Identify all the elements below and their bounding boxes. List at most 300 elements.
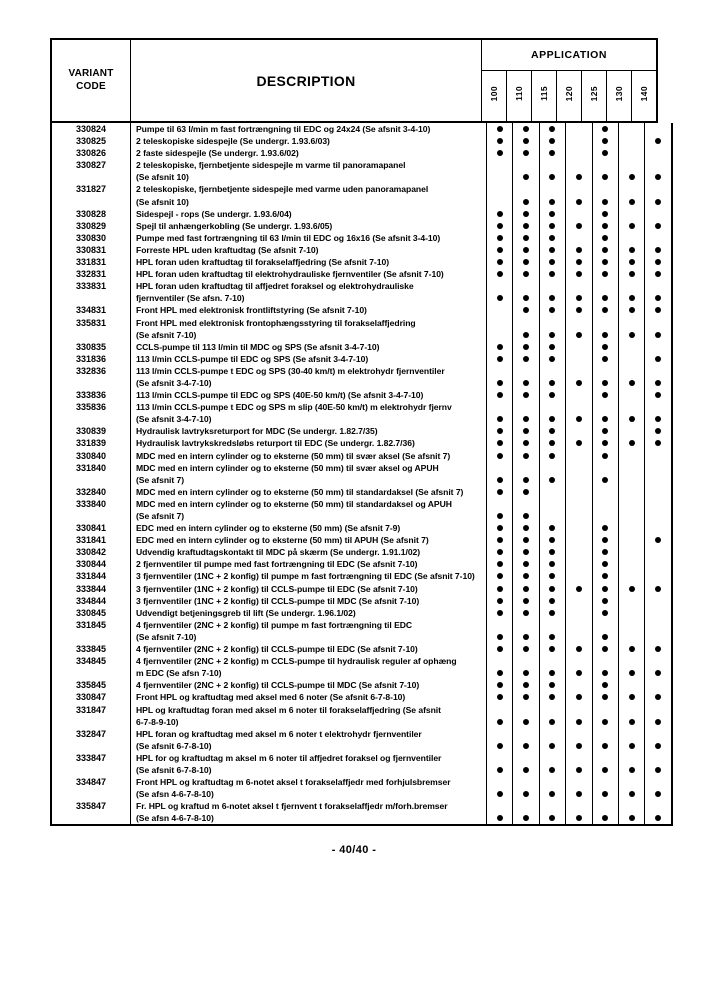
application-marker-115	[539, 183, 565, 207]
application-marker-100	[487, 462, 513, 486]
dot-marker	[576, 416, 582, 422]
dot-marker	[602, 646, 608, 652]
application-marker-110	[513, 643, 539, 655]
header-application-column-label: 115	[538, 86, 549, 101]
application-marker-115	[539, 607, 565, 619]
dot-marker	[549, 428, 555, 434]
application-marker-125	[592, 437, 618, 449]
application-marker-120	[566, 728, 592, 752]
header-application-column-140	[632, 71, 657, 123]
application-marker-130	[618, 147, 644, 159]
description-line-1: 4 fjernventiler (2NC + 2 konfig) til CCLS-pumpe til EDC (Se afsnit 7-10)	[136, 644, 418, 655]
dot-empty	[576, 682, 582, 688]
dot-marker	[523, 271, 529, 277]
table-row	[51, 486, 672, 498]
dot-marker	[602, 380, 608, 386]
application-marker-110	[513, 268, 539, 280]
dot-marker	[602, 670, 608, 676]
application-marker-140	[645, 752, 672, 776]
dot-marker	[497, 295, 503, 301]
dot-empty	[629, 537, 635, 543]
dot-marker	[549, 477, 555, 483]
application-marker-115	[539, 776, 565, 800]
application-marker-120	[566, 607, 592, 619]
application-marker-140	[645, 256, 672, 268]
application-marker-130	[618, 365, 644, 389]
application-marker-130	[618, 522, 644, 534]
application-marker-125	[592, 256, 618, 268]
dot-marker	[655, 199, 661, 205]
application-marker-100	[487, 401, 513, 425]
application-marker-140	[645, 232, 672, 244]
application-marker-140	[645, 437, 672, 449]
dot-marker	[602, 211, 608, 217]
application-marker-120	[566, 425, 592, 437]
table-row	[51, 691, 672, 703]
dot-marker	[549, 307, 555, 313]
dot-empty	[655, 682, 661, 688]
application-marker-100	[487, 341, 513, 353]
dot-marker	[655, 271, 661, 277]
description-cell	[131, 595, 487, 607]
dot-empty	[576, 610, 582, 616]
application-marker-130	[618, 317, 644, 341]
dot-marker	[549, 223, 555, 229]
dot-marker	[576, 174, 582, 180]
dot-marker	[602, 235, 608, 241]
dot-marker	[576, 670, 582, 676]
variant-code-cell: 330830	[51, 232, 131, 244]
table-row	[51, 159, 672, 183]
table-row	[51, 546, 672, 558]
dot-marker	[497, 440, 503, 446]
dot-marker	[655, 586, 661, 592]
application-marker-115	[539, 691, 565, 703]
dot-marker	[655, 670, 661, 676]
dot-marker	[576, 259, 582, 265]
dot-marker	[602, 428, 608, 434]
description-cell	[131, 437, 487, 449]
application-marker-100	[487, 486, 513, 498]
variant-code-cell: 335845	[51, 679, 131, 691]
dot-empty	[576, 344, 582, 350]
header-application-column-label: 130	[614, 85, 625, 102]
table-row	[51, 389, 672, 401]
dot-marker	[549, 344, 555, 350]
dot-marker	[549, 610, 555, 616]
description-cell	[131, 498, 487, 522]
application-marker-125	[592, 498, 618, 522]
application-marker-140	[645, 546, 672, 558]
description-line-1: HPL for og kraftudtag m aksel m 6 noter til affjedret foraksel og fjernventiler	[136, 752, 442, 763]
application-marker-140	[645, 643, 672, 655]
header-application-column-label: 120	[563, 85, 574, 102]
description-cell	[131, 135, 487, 147]
dot-marker	[497, 537, 503, 543]
table-body-wrapper	[50, 123, 658, 826]
application-marker-110	[513, 570, 539, 582]
dot-marker	[549, 416, 555, 422]
application-marker-115	[539, 570, 565, 582]
application-marker-140	[645, 220, 672, 232]
application-marker-120	[566, 244, 592, 256]
dot-marker	[655, 428, 661, 434]
application-marker-130	[618, 437, 644, 449]
application-marker-110	[513, 752, 539, 776]
description-line-1: HPL foran uden kraftudtag til affjedret foraksel og elektrohydrauliske	[136, 281, 414, 292]
application-marker-110	[513, 595, 539, 607]
application-marker-130	[618, 752, 644, 776]
description-cell	[131, 691, 487, 703]
variant-code-cell: 333844	[51, 583, 131, 595]
application-marker-140	[645, 583, 672, 595]
application-marker-125	[592, 607, 618, 619]
variant-code-cell: 330829	[51, 220, 131, 232]
description-cell	[131, 522, 487, 534]
application-marker-110	[513, 450, 539, 462]
dot-marker	[602, 392, 608, 398]
header-variant-code-line2: CODE	[76, 80, 106, 92]
application-marker-100	[487, 752, 513, 776]
dot-marker	[549, 791, 555, 797]
variant-code-cell: 330842	[51, 546, 131, 558]
dot-empty	[629, 392, 635, 398]
dot-empty	[655, 598, 661, 604]
dot-marker	[655, 646, 661, 652]
dot-marker	[602, 332, 608, 338]
description-cell	[131, 183, 487, 207]
dot-marker	[549, 392, 555, 398]
dot-marker	[549, 815, 555, 821]
application-marker-130	[618, 183, 644, 207]
dot-marker	[576, 586, 582, 592]
table-row	[51, 570, 672, 582]
application-marker-125	[592, 595, 618, 607]
dot-marker	[497, 453, 503, 459]
application-marker-115	[539, 208, 565, 220]
dot-marker	[629, 646, 635, 652]
application-marker-120	[566, 643, 592, 655]
dot-marker	[655, 138, 661, 144]
application-marker-110	[513, 534, 539, 546]
application-marker-120	[566, 256, 592, 268]
application-marker-110	[513, 679, 539, 691]
table-row	[51, 619, 672, 643]
application-marker-130	[618, 450, 644, 462]
description-cell	[131, 147, 487, 159]
variant-code-cell: 331827	[51, 183, 131, 207]
application-marker-100	[487, 728, 513, 752]
dot-marker	[497, 634, 503, 640]
description-cell	[131, 268, 487, 280]
application-marker-110	[513, 353, 539, 365]
variant-code-cell: 331844	[51, 570, 131, 582]
dot-marker	[576, 247, 582, 253]
application-marker-115	[539, 619, 565, 643]
application-marker-115	[539, 304, 565, 316]
application-marker-100	[487, 522, 513, 534]
dot-empty	[655, 561, 661, 567]
application-marker-100	[487, 546, 513, 558]
application-marker-140	[645, 619, 672, 643]
table-row	[51, 135, 672, 147]
application-marker-115	[539, 679, 565, 691]
variant-table	[50, 123, 673, 826]
dot-marker	[602, 199, 608, 205]
application-marker-115	[539, 498, 565, 522]
application-marker-115	[539, 655, 565, 679]
table-row	[51, 317, 672, 341]
dot-marker	[602, 271, 608, 277]
application-marker-130	[618, 800, 644, 825]
dot-marker	[549, 646, 555, 652]
application-marker-115	[539, 583, 565, 595]
dot-empty	[576, 634, 582, 640]
variant-code-cell: 334847	[51, 776, 131, 800]
dot-marker	[523, 126, 529, 132]
table-row	[51, 256, 672, 268]
application-marker-120	[566, 304, 592, 316]
dot-empty	[629, 428, 635, 434]
application-marker-115	[539, 643, 565, 655]
table-header	[50, 38, 658, 123]
application-marker-125	[592, 147, 618, 159]
table-row	[51, 462, 672, 486]
dot-marker	[523, 561, 529, 567]
application-marker-110	[513, 389, 539, 401]
description-line-1: CCLS-pumpe til 113 l/min til MDC og SPS (Se afsnit 3-4-7-10)	[136, 341, 380, 352]
description-line-1: Udvendig kraftudtagskontakt til MDC på skærm (Se undergr. 1.91.1/02)	[136, 547, 421, 558]
variant-code-cell: 330825	[51, 135, 131, 147]
description-cell	[131, 389, 487, 401]
dot-marker	[576, 646, 582, 652]
application-marker-130	[618, 353, 644, 365]
application-marker-120	[566, 365, 592, 389]
description-line-1: 4 fjernventiler (2NC + 2 konfig) til pumpe m fast fortrængning til EDC	[136, 619, 413, 630]
dot-marker	[602, 634, 608, 640]
description-line-2: fjernventiler (Se afsn. 7-10)	[136, 293, 245, 304]
table-row	[51, 498, 672, 522]
application-marker-100	[487, 607, 513, 619]
application-marker-115	[539, 389, 565, 401]
application-marker-130	[618, 401, 644, 425]
application-marker-110	[513, 437, 539, 449]
application-marker-125	[592, 752, 618, 776]
dot-marker	[602, 259, 608, 265]
header-variant-code	[51, 39, 131, 122]
dot-marker	[602, 247, 608, 253]
application-marker-130	[618, 728, 644, 752]
application-marker-140	[645, 462, 672, 486]
dot-marker	[602, 126, 608, 132]
dot-marker	[497, 767, 503, 773]
dot-marker	[523, 307, 529, 313]
application-marker-130	[618, 123, 644, 135]
description-cell	[131, 570, 487, 582]
dot-marker	[602, 295, 608, 301]
application-marker-115	[539, 159, 565, 183]
application-marker-140	[645, 691, 672, 703]
description-cell	[131, 752, 487, 776]
table-row	[51, 437, 672, 449]
dot-marker	[602, 477, 608, 483]
description-cell	[131, 401, 487, 425]
description-line-2: m EDC (Se afsn 7-10)	[136, 668, 222, 679]
application-marker-120	[566, 691, 592, 703]
application-marker-140	[645, 365, 672, 389]
dot-empty	[629, 356, 635, 362]
header-application: APPLICATION	[482, 39, 658, 71]
application-marker-140	[645, 800, 672, 825]
application-marker-110	[513, 619, 539, 643]
application-marker-140	[645, 498, 672, 522]
dot-empty	[629, 573, 635, 579]
dot-empty	[655, 525, 661, 531]
application-marker-125	[592, 450, 618, 462]
dot-marker	[629, 719, 635, 725]
description-line-1: HPL foran uden kraftudtag til forakselaffjedring (Se afsnit 7-10)	[136, 257, 390, 268]
dot-marker	[497, 150, 503, 156]
variant-code-cell: 331836	[51, 353, 131, 365]
table-row	[51, 752, 672, 776]
application-marker-130	[618, 268, 644, 280]
dot-marker	[655, 767, 661, 773]
dot-marker	[523, 598, 529, 604]
dot-marker	[549, 235, 555, 241]
dot-marker	[523, 525, 529, 531]
variant-code-cell: 330845	[51, 607, 131, 619]
dot-marker	[497, 561, 503, 567]
variant-code-cell: 333840	[51, 498, 131, 522]
application-marker-125	[592, 486, 618, 498]
application-marker-125	[592, 583, 618, 595]
description-line-1: 3 fjernventiler (1NC + 2 konfig) til CCLS-pumpe til MDC (Se afsnit 7-10)	[136, 595, 420, 606]
application-marker-100	[487, 450, 513, 462]
application-marker-120	[566, 147, 592, 159]
dot-empty	[576, 138, 582, 144]
application-marker-115	[539, 256, 565, 268]
dot-marker	[549, 259, 555, 265]
application-marker-100	[487, 704, 513, 728]
application-marker-125	[592, 183, 618, 207]
dot-marker	[602, 598, 608, 604]
application-marker-130	[618, 220, 644, 232]
application-marker-125	[592, 244, 618, 256]
dot-marker	[549, 586, 555, 592]
dot-empty	[497, 199, 503, 205]
application-marker-125	[592, 401, 618, 425]
dot-marker	[576, 694, 582, 700]
dot-marker	[629, 259, 635, 265]
application-marker-110	[513, 728, 539, 752]
table-row	[51, 365, 672, 389]
header-variant-code-line1: VARIANT	[68, 68, 114, 79]
dot-marker	[497, 815, 503, 821]
application-marker-110	[513, 704, 539, 728]
description-cell	[131, 800, 487, 825]
application-marker-140	[645, 679, 672, 691]
application-marker-125	[592, 304, 618, 316]
application-marker-130	[618, 679, 644, 691]
application-marker-115	[539, 341, 565, 353]
dot-marker	[576, 380, 582, 386]
dot-marker	[655, 440, 661, 446]
table-row	[51, 183, 672, 207]
variant-code-cell: 331840	[51, 462, 131, 486]
dot-marker	[549, 174, 555, 180]
header-application-column-100	[482, 71, 507, 123]
application-marker-110	[513, 304, 539, 316]
table-row	[51, 268, 672, 280]
dot-empty	[629, 211, 635, 217]
dot-marker	[629, 670, 635, 676]
variant-code-cell: 334831	[51, 304, 131, 316]
dot-empty	[497, 332, 503, 338]
application-marker-100	[487, 437, 513, 449]
description-cell	[131, 583, 487, 595]
dot-marker	[655, 223, 661, 229]
dot-empty	[629, 344, 635, 350]
application-marker-110	[513, 462, 539, 486]
application-marker-125	[592, 534, 618, 546]
dot-empty	[629, 513, 635, 519]
dot-marker	[497, 719, 503, 725]
dot-marker	[523, 791, 529, 797]
variant-code-cell: 331841	[51, 534, 131, 546]
dot-marker	[523, 670, 529, 676]
dot-marker	[629, 791, 635, 797]
application-marker-140	[645, 159, 672, 183]
dot-marker	[629, 307, 635, 313]
dot-marker	[549, 537, 555, 543]
dot-empty	[576, 573, 582, 579]
description-cell	[131, 776, 487, 800]
dot-marker	[497, 670, 503, 676]
dot-marker	[497, 344, 503, 350]
dot-empty	[576, 477, 582, 483]
application-marker-140	[645, 147, 672, 159]
dot-marker	[497, 477, 503, 483]
dot-marker	[576, 271, 582, 277]
table-row	[51, 220, 672, 232]
application-marker-100	[487, 800, 513, 825]
variant-code-cell: 331847	[51, 704, 131, 728]
variant-code-cell: 330839	[51, 425, 131, 437]
dot-marker	[497, 586, 503, 592]
application-marker-130	[618, 655, 644, 679]
description-cell	[131, 534, 487, 546]
dot-empty	[655, 610, 661, 616]
dot-marker	[629, 694, 635, 700]
application-marker-140	[645, 655, 672, 679]
dot-marker	[497, 513, 503, 519]
application-marker-100	[487, 776, 513, 800]
dot-marker	[523, 586, 529, 592]
dot-marker	[602, 440, 608, 446]
dot-marker	[549, 380, 555, 386]
application-marker-140	[645, 135, 672, 147]
application-marker-110	[513, 800, 539, 825]
dot-marker	[576, 223, 582, 229]
application-marker-130	[618, 256, 644, 268]
dot-marker	[497, 549, 503, 555]
application-marker-100	[487, 244, 513, 256]
variant-code-cell: 331839	[51, 437, 131, 449]
application-marker-140	[645, 353, 672, 365]
dot-marker	[497, 392, 503, 398]
application-marker-130	[618, 244, 644, 256]
dot-marker	[549, 694, 555, 700]
